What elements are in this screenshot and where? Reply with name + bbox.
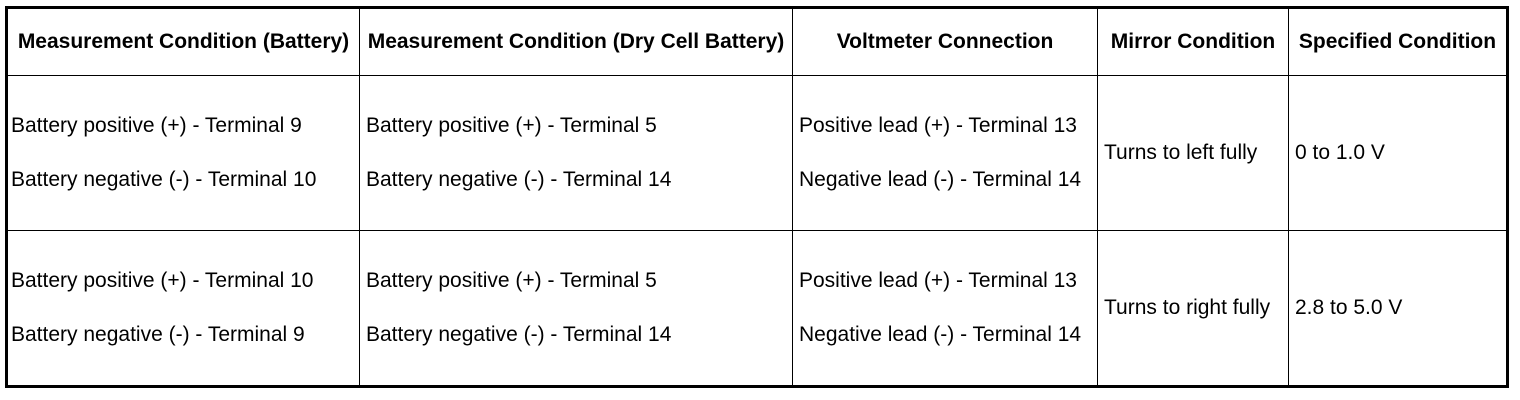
specified-condition-cell: 0 to 1.0 V bbox=[1289, 76, 1508, 231]
dry-cell-condition-cell bbox=[360, 76, 793, 231]
header-row bbox=[7, 8, 1508, 76]
header-mirror-condition: Mirror Condition bbox=[1098, 8, 1289, 76]
battery-negative-text: Battery negative (-) - Terminal 10 bbox=[11, 168, 317, 191]
dry-cell-condition-cell bbox=[360, 231, 793, 387]
dry-cell-positive-text: Battery positive (+) - Terminal 5 bbox=[366, 269, 657, 292]
battery-condition-cell bbox=[7, 231, 360, 387]
positive-lead-text: Positive lead (+) - Terminal 13 bbox=[799, 269, 1077, 292]
table-row bbox=[7, 231, 1508, 387]
voltmeter-connection-cell bbox=[793, 76, 1098, 231]
header-dry-cell-condition: Measurement Condition (Dry Cell Battery) bbox=[360, 8, 793, 76]
mirror-condition-cell: Turns to left fully bbox=[1098, 76, 1289, 231]
dry-cell-negative-text: Battery negative (-) - Terminal 14 bbox=[366, 323, 672, 346]
positive-lead-text: Positive lead (+) - Terminal 13 bbox=[799, 114, 1077, 137]
negative-lead-text: Negative lead (-) - Terminal 14 bbox=[799, 323, 1082, 346]
dry-cell-positive-text: Battery positive (+) - Terminal 5 bbox=[366, 114, 657, 137]
header-voltmeter-connection: Voltmeter Connection bbox=[793, 8, 1098, 76]
voltmeter-connection-cell bbox=[793, 231, 1098, 387]
specified-condition-cell: 2.8 to 5.0 V bbox=[1289, 231, 1508, 387]
spec-table bbox=[5, 6, 1509, 388]
battery-condition-cell bbox=[7, 76, 360, 231]
header-battery-condition: Measurement Condition (Battery) bbox=[7, 8, 360, 76]
dry-cell-negative-text: Battery negative (-) - Terminal 14 bbox=[366, 168, 672, 191]
mirror-condition-cell: Turns to right fully bbox=[1098, 231, 1289, 387]
negative-lead-text: Negative lead (-) - Terminal 14 bbox=[799, 168, 1082, 191]
table-row bbox=[7, 76, 1508, 231]
header-specified-condition: Specified Condition bbox=[1289, 8, 1508, 76]
battery-negative-text: Battery negative (-) - Terminal 9 bbox=[11, 323, 305, 346]
battery-positive-text: Battery positive (+) - Terminal 9 bbox=[11, 114, 302, 137]
battery-positive-text: Battery positive (+) - Terminal 10 bbox=[11, 269, 314, 292]
